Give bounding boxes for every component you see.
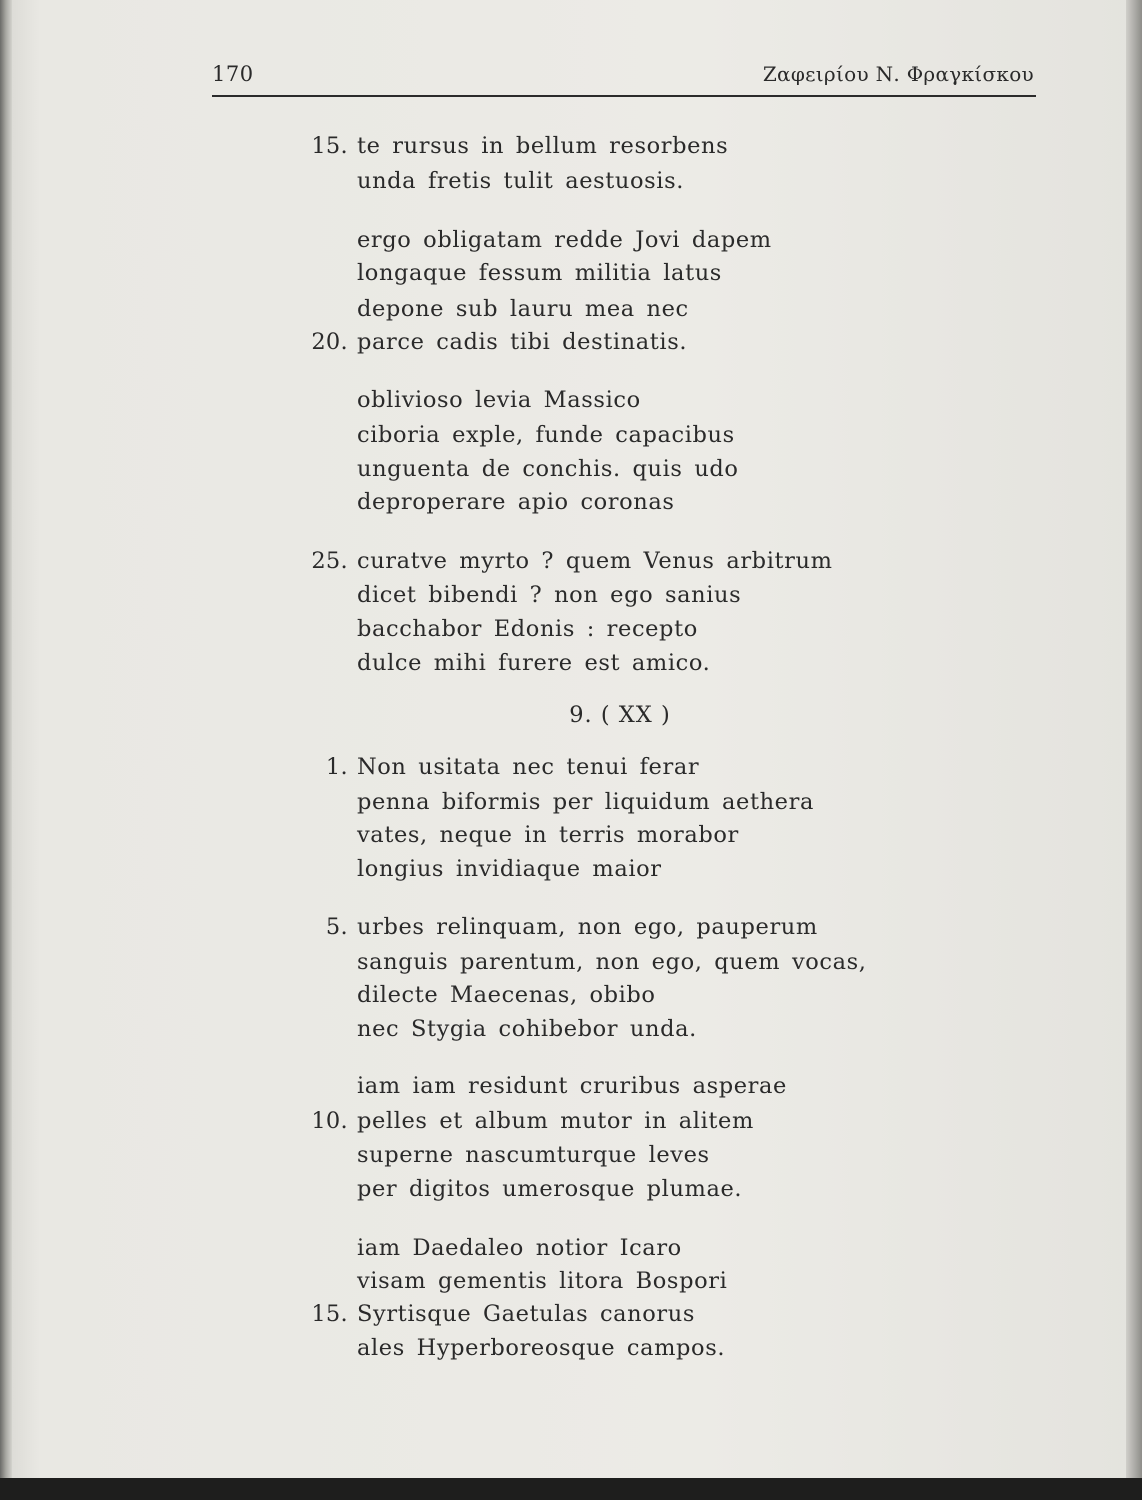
verse-line: iam iam residunt cruribus asperae xyxy=(357,1073,787,1099)
page-header xyxy=(212,62,1036,92)
verse-line: unda fretis tulit aestuosis. xyxy=(357,168,685,194)
verse-line: urbes relinquam, non ego, pauperum xyxy=(357,914,818,940)
verse-line: depone sub lauru mea nec xyxy=(357,296,689,322)
line-number: 20. xyxy=(311,329,348,355)
verse-line: dulce mihi furere est amico. xyxy=(357,650,711,676)
verse-line: sanguis parentum, non ego, quem vocas, xyxy=(357,949,867,975)
line-number: 25. xyxy=(311,548,348,574)
line-number: 1. xyxy=(325,754,348,780)
verse-line: oblivioso levia Massico xyxy=(357,387,641,413)
verse-line: dilecte Maecenas, obibo xyxy=(357,982,656,1008)
book-spine-shadow xyxy=(0,0,12,1500)
verse-line: te rursus in bellum resorbens xyxy=(357,133,729,159)
verse-line: ales Hyperboreosque campos. xyxy=(357,1335,726,1361)
verse-line: Syrtisque Gaetulas canorus xyxy=(357,1301,696,1327)
verse-line: superne nascumturque leves xyxy=(357,1142,710,1168)
verse-line: ciboria exple, funde capacibus xyxy=(357,422,735,448)
verse-line: bacchabor Edonis : recepto xyxy=(357,616,698,642)
verse-line: curatve myrto ? quem Venus arbitrum xyxy=(357,548,833,574)
verse-line: Non usitata nec tenui ferar xyxy=(357,754,700,780)
page-right-edge xyxy=(1126,0,1142,1500)
verse-line: unguenta de conchis. quis udo xyxy=(357,456,739,482)
verse-line: longius invidiaque maior xyxy=(357,856,662,882)
verse-line: parce cadis tibi destinatis. xyxy=(357,329,688,355)
ode-heading: 9. ( XX ) xyxy=(569,702,671,728)
verse-line: per digitos umerosque plumae. xyxy=(357,1176,743,1202)
scan-bottom-edge xyxy=(0,1478,1142,1500)
line-number: 10. xyxy=(311,1108,348,1134)
verse-line: pelles et album mutor in alitem xyxy=(357,1108,754,1134)
verse-line: ergo obligatam redde Jovi dapem xyxy=(357,227,772,253)
line-number: 5. xyxy=(325,914,348,940)
line-number: 15. xyxy=(311,133,348,159)
header-rule xyxy=(212,95,1036,97)
page-number: 170 xyxy=(212,62,254,86)
verse-line: visam gementis litora Bospori xyxy=(357,1268,728,1294)
verse-line: longaque fessum militia latus xyxy=(357,260,722,286)
verse-line: deproperare apio coronas xyxy=(357,489,675,515)
verse-line: penna biformis per liquidum aethera xyxy=(357,789,814,815)
verse-line: vates, neque in terris morabor xyxy=(357,822,739,848)
verse-line: dicet bibendi ? non ego sanius xyxy=(357,582,742,608)
verse-line: iam Daedaleo notior Icaro xyxy=(357,1235,682,1261)
verse-line: nec Stygia cohibebor unda. xyxy=(357,1016,697,1042)
line-number: 15. xyxy=(311,1301,348,1327)
running-head: Ζαφειρίου Ν. Φραγκίσκου xyxy=(762,62,1034,86)
